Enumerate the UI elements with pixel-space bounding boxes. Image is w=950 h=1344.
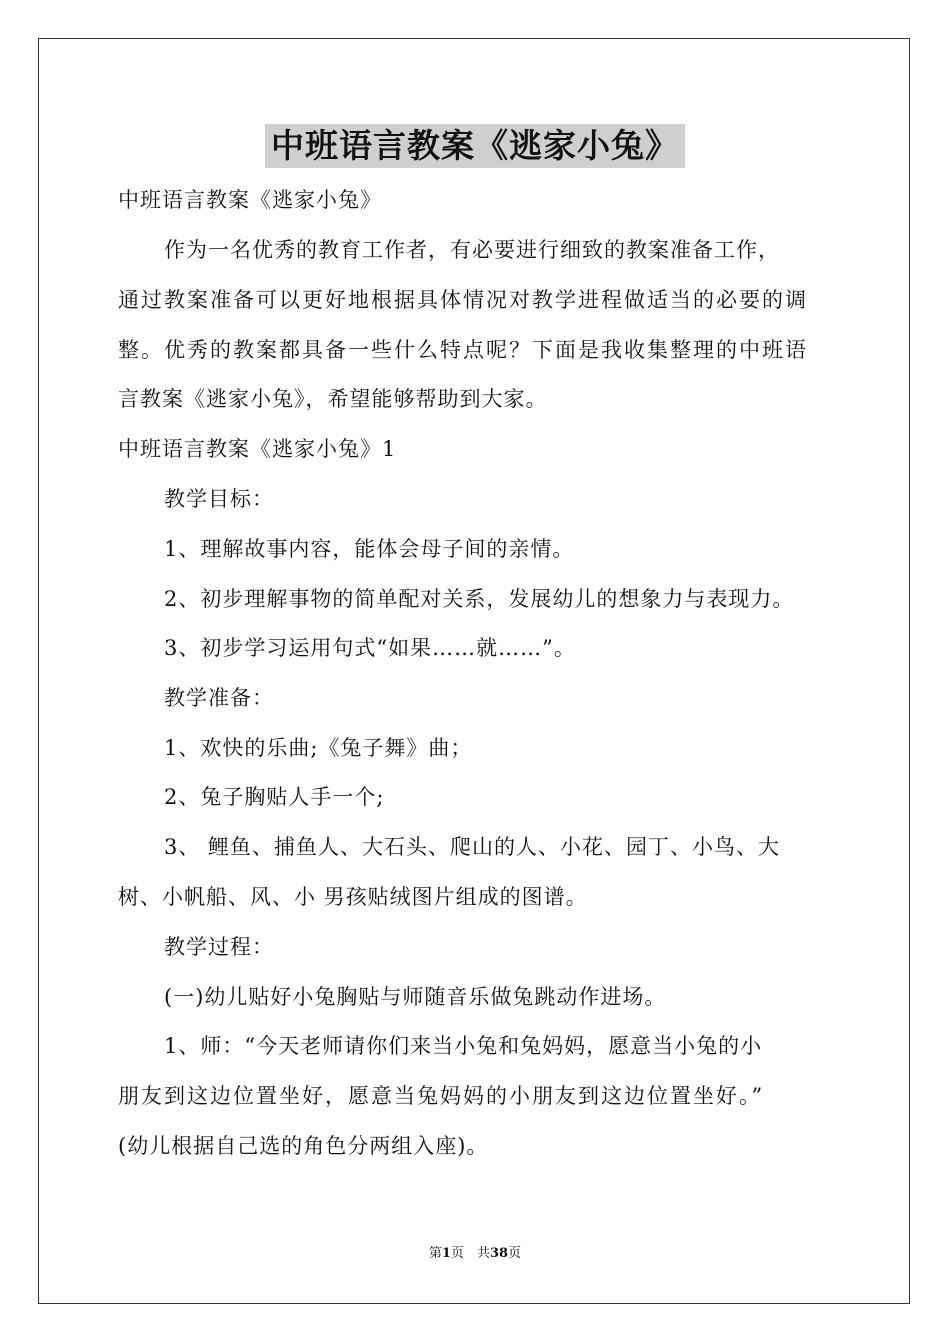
footer-suffix: 页 xyxy=(508,1246,522,1261)
page-footer xyxy=(0,1245,950,1263)
section-label: 教学目标： xyxy=(164,487,274,511)
list-item: 2、初步理解事物的简单配对关系，发展幼儿的想象力与表现力。 xyxy=(164,587,795,611)
paragraph-line: 整。优秀的教案都具备一些什么特点呢？下面是我收集整理的中班语 xyxy=(118,338,808,362)
step-heading: (一)幼儿贴好小兔胸贴与师随音乐做兔跳动作进场。 xyxy=(164,985,667,1009)
list-item-continuation: 树、小帆船、风、小 男孩贴绒图片组成的图谱。 xyxy=(118,885,588,909)
list-item: 3、初步学习运用句式“如果……就……”。 xyxy=(164,636,576,660)
page-border xyxy=(38,38,910,1304)
title-container xyxy=(0,124,950,168)
section-heading: 中班语言教案《逃家小兔》1 xyxy=(118,437,397,461)
footer-mid: 页 共 xyxy=(450,1246,490,1261)
section-label: 教学准备： xyxy=(164,686,274,710)
paragraph-line: (幼儿根据自己选的角色分两组入座)。 xyxy=(118,1134,489,1158)
paragraph-line: 通过教案准备可以更好地根据具体情况对教学进程做适当的必要的调 xyxy=(118,288,808,312)
subtitle-line: 中班语言教案《逃家小兔》 xyxy=(118,188,382,212)
list-item: 2、兔子胸贴人手一个; xyxy=(164,785,385,809)
footer-page-total: 38 xyxy=(489,1246,509,1261)
paragraph-line: 1、师：“今天老师请你们来当小兔和兔妈妈，愿意当小兔的小 xyxy=(164,1034,763,1058)
paragraph-line: 朋友到这边位置坐好，愿意当兔妈妈的小朋友到这边位置坐好。” xyxy=(118,1084,765,1108)
list-item: 1、欢快的乐曲;《兔子舞》曲； xyxy=(164,736,473,760)
footer-page-number: 1 xyxy=(441,1246,451,1261)
section-label: 教学过程： xyxy=(164,935,274,959)
footer-prefix: 第 xyxy=(428,1246,442,1261)
paragraph-line: 作为一名优秀的教育工作者，有必要进行细致的教案准备工作， xyxy=(164,238,780,262)
document-title: 中班语言教案《逃家小兔》 xyxy=(265,124,685,168)
list-item: 3、 鲤鱼、捕鱼人、大石头、爬山的人、小花、园丁、小鸟、大 xyxy=(164,835,781,859)
paragraph-line: 言教案《逃家小兔》，希望能够帮助到大家。 xyxy=(118,387,548,411)
list-item: 1、理解故事内容，能体会母子间的亲情。 xyxy=(164,537,575,561)
